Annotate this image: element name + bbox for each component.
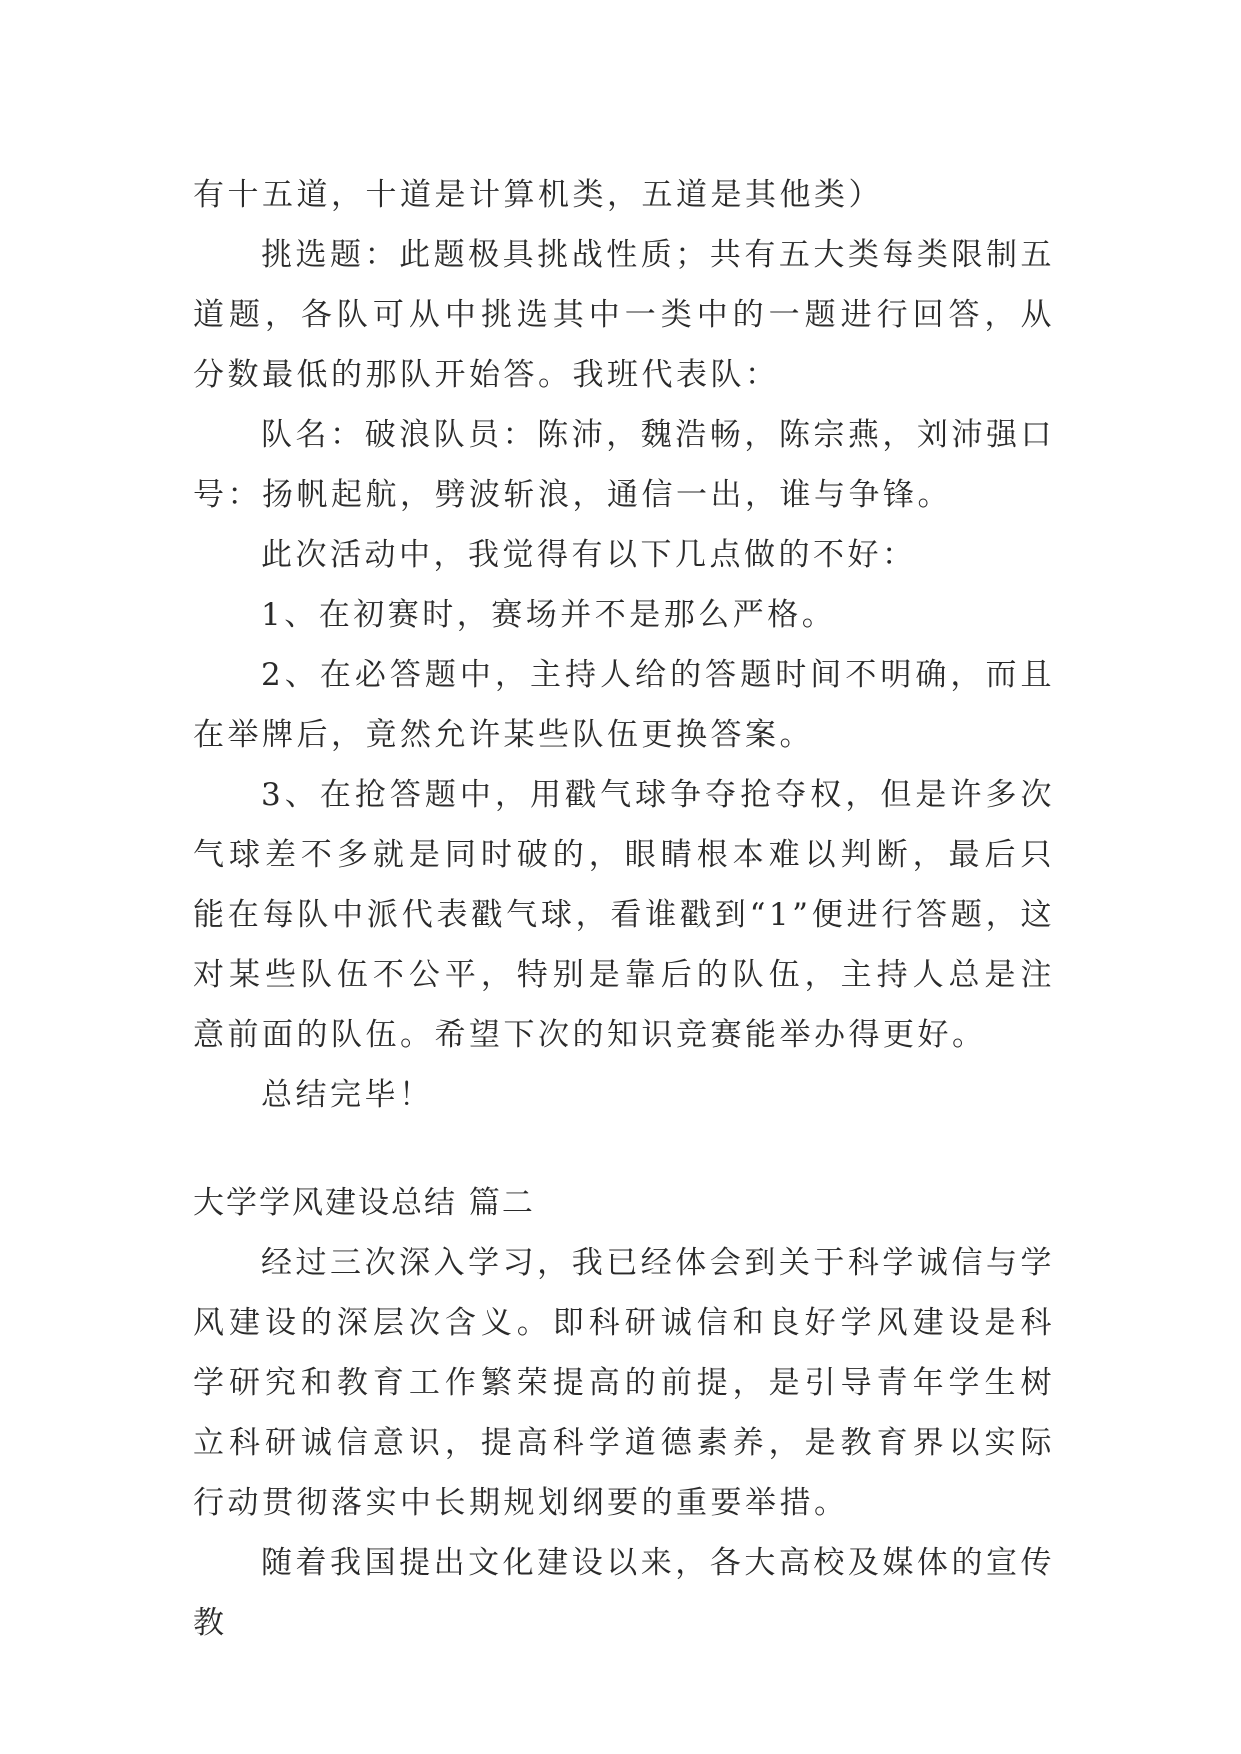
paragraph-point-3: 3、在抢答题中，用戳气球争夺抢夺权，但是许多次气球差不多就是同时破的，眼睛根本难以判断，最后只能在每队中派代表戳气球，看谁戳到“1”便进行答题，这对某些队伍不公平，特别是靠后的队伍，主持人总是注意前面的队伍。希望下次的知识竞赛能举办得更好。	[193, 777, 1055, 1053]
paragraph-point-1: 1、在初赛时，赛场并不是那么严格。	[261, 597, 837, 633]
section-heading: 大学学风建设总结 篇二	[193, 1185, 535, 1221]
document-body	[193, 165, 1055, 1653]
paragraph-team-info: 队名：破浪队员：陈沛，魏浩畅，陈宗燕，刘沛强口号：扬帆起航，劈波斩浪，通信一出，谁与争锋。	[193, 417, 1055, 513]
paragraph-selection-question: 挑选题：此题极具挑战性质；共有五大类每类限制五道题，各队可从中挑选其中一类中的一题进行回答，从分数最低的那队开始答。我班代表队：	[193, 237, 1055, 393]
paragraph-shortcomings-intro: 此次活动中，我觉得有以下几点做的不好：	[261, 537, 917, 573]
paragraph-point-2: 2、在必答题中，主持人给的答题时间不明确，而且在举牌后，竟然允许某些队伍更换答案。	[193, 657, 1055, 753]
paragraph-study-experience: 经过三次深入学习，我已经体会到关于科学诚信与学风建设的深层次含义。即科研诚信和良好学风建设是科学研究和教育工作繁荣提高的前提，是引导青年学生树立科研诚信意识，提高科学道德素养，是教育界以实际行动贯彻落实中长期规划纲要的重要举措。	[193, 1245, 1055, 1521]
paragraph-conclusion: 总结完毕！	[261, 1077, 434, 1113]
paragraph-question-count: 有十五道，十道是计算机类，五道是其他类）	[193, 177, 883, 213]
paragraph-cultural-construction: 随着我国提出文化建设以来，各大高校及媒体的宣传教	[193, 1545, 1055, 1641]
